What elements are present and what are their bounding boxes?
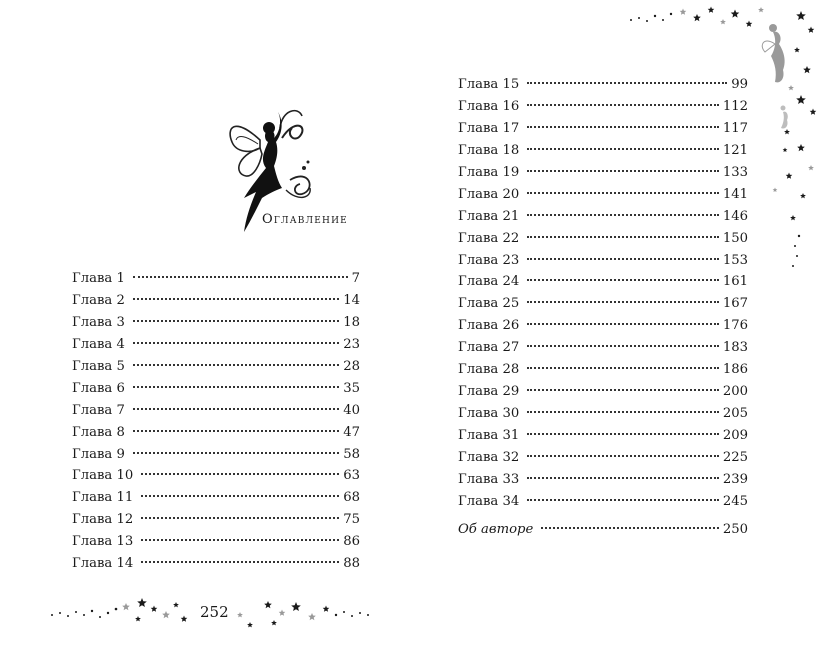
- dot-leader: [527, 279, 719, 281]
- toc-entry-label: Глава 19: [458, 164, 520, 180]
- toc-entry-label: Глава 17: [458, 120, 520, 136]
- dot-leader: [527, 433, 719, 435]
- star-icon: [173, 602, 179, 607]
- toc-entry[interactable]: [72, 400, 360, 422]
- dot-leader: [527, 389, 719, 391]
- dot-leader: [133, 408, 339, 410]
- toc-entry-label: Глава 9: [72, 446, 125, 462]
- star-dot: [83, 614, 85, 616]
- toc-entry-page: 167: [722, 296, 748, 312]
- dot-leader: [133, 452, 339, 454]
- star-icon: [162, 611, 170, 618]
- dot-leader: [141, 539, 339, 541]
- toc-entry[interactable]: [72, 356, 360, 378]
- toc-entry-page: 176: [722, 318, 748, 334]
- star-icon: [680, 9, 687, 15]
- toc-list-left: [72, 268, 360, 575]
- star-dot: [798, 235, 800, 237]
- toc-entry-label: Глава 14: [72, 556, 134, 572]
- toc-entry-page: 68: [343, 490, 360, 506]
- star-icon: [137, 598, 147, 607]
- toc-entry-page: 141: [722, 186, 748, 202]
- toc-entry[interactable]: [72, 444, 360, 466]
- toc-entry-label: Глава 27: [458, 340, 520, 356]
- toc-entry[interactable]: [72, 487, 360, 509]
- star-icon: [783, 148, 788, 153]
- toc-entry[interactable]: [458, 337, 748, 359]
- star-icon: [773, 188, 778, 193]
- toc-entry-page: 112: [722, 98, 748, 114]
- toc-entry-page: 225: [722, 449, 748, 465]
- toc-entry-page: 239: [722, 471, 748, 487]
- star-corner-decoration-icon: [625, 0, 820, 270]
- star-icon: [790, 215, 796, 220]
- star-dot: [343, 611, 345, 613]
- dot-leader: [133, 342, 339, 344]
- dot-leader: [527, 345, 719, 347]
- toc-entry-page: 250: [722, 521, 748, 537]
- star-dot: [107, 612, 109, 614]
- dot-leader: [527, 455, 719, 457]
- toc-entry-label: Глава 1: [72, 271, 125, 286]
- toc-entry-author[interactable]: [458, 519, 748, 541]
- star-icon: [135, 616, 141, 621]
- toc-entry[interactable]: [458, 491, 748, 513]
- toc-entry[interactable]: [458, 447, 748, 469]
- star-icon: [151, 606, 158, 612]
- star-dot: [796, 255, 798, 257]
- star-icon: [784, 129, 790, 134]
- toc-entry[interactable]: [72, 553, 360, 575]
- toc-entry-label: Глава 15: [458, 77, 520, 92]
- star-dot: [359, 612, 361, 614]
- toc-entry-label: Глава 8: [72, 424, 125, 440]
- star-dot: [794, 245, 796, 247]
- toc-entry-label: Глава 7: [72, 402, 125, 418]
- star-icon: [796, 95, 806, 104]
- toc-entry-page: 146: [722, 208, 748, 224]
- dot-leader: [141, 473, 339, 475]
- toc-entry-page: 200: [722, 384, 748, 400]
- toc-entry-label: Глава 29: [458, 384, 520, 400]
- star-icon: [746, 21, 753, 27]
- toc-entry-page: 40: [343, 402, 360, 418]
- toc-entry-page: 18: [343, 314, 360, 330]
- dot-leader: [133, 276, 348, 278]
- star-dot: [630, 19, 632, 21]
- star-icon: [800, 193, 806, 198]
- toc-entry-label: Глава 31: [458, 428, 520, 443]
- star-dot: [662, 19, 664, 21]
- toc-entry[interactable]: [72, 422, 360, 444]
- toc-entry[interactable]: [72, 268, 360, 290]
- toc-entry-page: 99: [731, 77, 748, 92]
- toc-entry[interactable]: [458, 403, 748, 425]
- star-icon: [308, 613, 316, 620]
- faded-fairy-icon: [762, 24, 784, 82]
- star-icon: [808, 27, 815, 33]
- star-dot: [335, 614, 337, 616]
- toc-entry-label: Глава 11: [72, 490, 134, 506]
- toc-entry[interactable]: [72, 290, 360, 312]
- toc-entry[interactable]: [458, 425, 748, 447]
- toc-entry[interactable]: [458, 381, 748, 403]
- star-icon: [788, 85, 794, 90]
- star-icon: [808, 165, 814, 170]
- toc-entry-page: 58: [343, 446, 360, 462]
- toc-entry-page: 205: [722, 406, 748, 422]
- toc-entry-label: Глава 3: [72, 314, 125, 330]
- star-icon: [794, 47, 800, 52]
- star-dot: [75, 611, 77, 613]
- toc-entry-label: Глава 26: [458, 318, 520, 334]
- toc-entry-label: Глава 6: [72, 380, 125, 396]
- toc-entry[interactable]: [458, 469, 748, 491]
- toc-entry-page: 133: [722, 164, 748, 180]
- star-icon: [323, 606, 330, 612]
- dot-leader: [133, 386, 339, 388]
- dot-leader: [527, 367, 719, 369]
- toc-entry[interactable]: [458, 293, 748, 315]
- dot-leader: [141, 495, 339, 497]
- star-icon: [122, 603, 130, 610]
- toc-entry-label: Глава 21: [458, 208, 520, 224]
- star-dot: [792, 265, 794, 267]
- star-dot: [99, 616, 101, 618]
- toc-entry-page: 209: [722, 428, 748, 443]
- star-dot: [115, 608, 118, 611]
- toc-entry-page: 245: [722, 493, 748, 509]
- star-dot: [654, 15, 656, 17]
- toc-entry[interactable]: [458, 315, 748, 337]
- toc-entry-label: Глава 12: [72, 512, 134, 528]
- page-number: 252: [200, 603, 229, 621]
- star-icon: [271, 620, 277, 625]
- toc-entry-label: Глава 28: [458, 362, 520, 378]
- toc-entry-label: Глава 10: [72, 468, 134, 484]
- star-dot: [51, 614, 53, 616]
- toc-entry-page: 117: [722, 120, 748, 136]
- star-dot: [59, 612, 61, 614]
- toc-entry-page: 63: [343, 468, 360, 484]
- small-faded-fairy-icon: [781, 106, 788, 129]
- toc-entry-label: Глава 2: [72, 292, 125, 308]
- toc-entry[interactable]: [72, 334, 360, 356]
- star-icon: [181, 616, 188, 622]
- star-icon: [693, 14, 701, 21]
- star-icon: [731, 10, 740, 18]
- toc-entry-label: Глава 33: [458, 471, 520, 487]
- toc-entry-page: 75: [343, 512, 360, 528]
- toc-entry-label: Глава 16: [458, 98, 520, 114]
- star-dot: [67, 615, 69, 617]
- toc-entry-page: 183: [722, 340, 748, 356]
- toc-entry-page: 186: [722, 362, 748, 378]
- toc-entry[interactable]: [72, 312, 360, 334]
- dot-leader: [141, 517, 339, 519]
- star-icon: [786, 173, 793, 179]
- star-dot: [638, 17, 640, 19]
- toc-entry-label: Глава 20: [458, 186, 520, 202]
- toc-entry-page: 47: [343, 424, 360, 440]
- star-icon: [796, 11, 806, 20]
- toc-entry-page: 14: [343, 292, 360, 308]
- star-dot: [367, 614, 369, 616]
- toc-entry[interactable]: [458, 271, 748, 293]
- dot-leader: [527, 301, 719, 303]
- toc-entry[interactable]: [72, 531, 360, 553]
- star-icon: [797, 144, 805, 151]
- toc-entry-page: 121: [722, 142, 748, 158]
- dot-leader: [527, 411, 719, 413]
- toc-entry-page: 153: [722, 252, 748, 268]
- toc-entry-label: Глава 4: [72, 336, 125, 352]
- toc-heading: Оглавление: [262, 212, 348, 227]
- toc-entry-page: 35: [343, 380, 360, 396]
- dot-leader: [527, 477, 719, 479]
- star-icon: [264, 601, 272, 608]
- toc-entry[interactable]: [72, 509, 360, 531]
- dot-leader: [133, 298, 339, 300]
- star-icon: [279, 610, 286, 616]
- dot-leader: [527, 499, 719, 501]
- toc-entry[interactable]: [72, 465, 360, 487]
- star-dot: [670, 13, 672, 15]
- dot-leader: [527, 323, 719, 325]
- toc-entry-label: Глава 23: [458, 252, 520, 268]
- star-dot: [351, 615, 353, 617]
- toc-entry[interactable]: [72, 378, 360, 400]
- toc-entry-label: Глава 24: [458, 274, 520, 290]
- dot-leader: [133, 430, 339, 432]
- star-icon: [237, 612, 243, 617]
- toc-entry[interactable]: [458, 359, 748, 381]
- toc-entry-page: 150: [722, 230, 748, 246]
- star-icon: [247, 622, 253, 627]
- dot-leader: [541, 527, 719, 529]
- toc-entry-label: Об авторе: [458, 521, 534, 537]
- toc-entry-page: 23: [343, 336, 360, 352]
- dot-leader: [133, 364, 339, 366]
- toc-entry-label: Глава 5: [72, 358, 125, 374]
- toc-entry-label: Глава 34: [458, 493, 520, 509]
- star-icon: [758, 7, 764, 12]
- toc-entry-page: 28: [343, 358, 360, 374]
- toc-entry-label: Глава 30: [458, 406, 520, 422]
- star-dot: [91, 610, 93, 612]
- star-icon: [291, 602, 301, 611]
- toc-entry-page: 88: [343, 556, 360, 572]
- star-dot: [646, 20, 648, 22]
- toc-entry-page: 161: [722, 274, 748, 290]
- dot-leader: [133, 320, 339, 322]
- star-icon: [708, 7, 715, 13]
- star-icon: [803, 66, 811, 73]
- dot-leader: [141, 561, 339, 563]
- toc-entry-label: Глава 25: [458, 296, 520, 312]
- toc-entry-label: Глава 22: [458, 230, 520, 246]
- star-icon: [720, 19, 726, 24]
- toc-entry-label: Глава 13: [72, 534, 134, 550]
- star-icon: [810, 109, 817, 115]
- toc-entry-page: 86: [343, 534, 360, 550]
- toc-entry-page: 7: [351, 271, 360, 286]
- toc-entry-label: Глава 18: [458, 142, 520, 158]
- toc-entry-label: Глава 32: [458, 449, 520, 465]
